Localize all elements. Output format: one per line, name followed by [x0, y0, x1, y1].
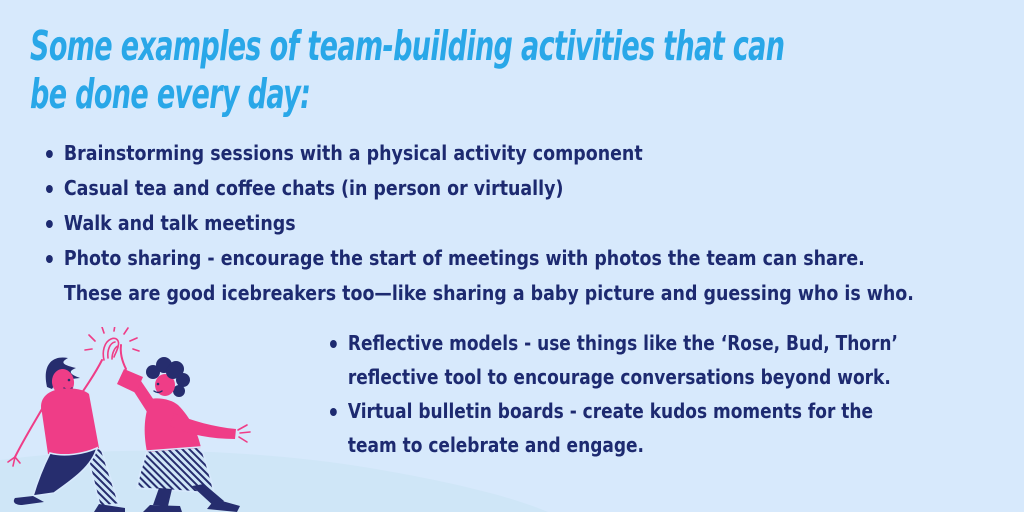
bullet-dot — [46, 150, 53, 158]
high-five-hands — [85, 327, 139, 360]
bullet-dot — [330, 340, 337, 348]
list-item-text: Virtual bulletin boards - create kudos moments for the — [347, 399, 874, 423]
woman-eye — [157, 383, 160, 386]
list-item — [46, 206, 914, 241]
bullet-dot — [330, 408, 337, 416]
high-five-illustration — [0, 327, 270, 512]
woman-wrist-line — [121, 345, 126, 369]
list-item-text: Photo sharing - encourage the start of meetings with photos the team can share. — [63, 246, 865, 270]
man-front-leg — [33, 448, 97, 496]
activities-list-secondary — [330, 326, 898, 462]
man-front-shoe — [14, 496, 44, 505]
bullet-dot — [46, 185, 53, 193]
list-item-text: Walk and talk meetings — [63, 211, 296, 235]
bullet-dot — [46, 220, 53, 228]
list-item-text: team to celebrate and engage. — [347, 433, 644, 457]
man-eye — [68, 379, 71, 382]
man-left-hand — [8, 457, 20, 466]
woman-front-leg — [153, 488, 172, 506]
woman-hair-fringe — [166, 365, 180, 379]
page-title — [30, 22, 954, 118]
activities-list-primary — [46, 136, 914, 311]
man-shirt — [41, 388, 99, 456]
bullet-dot — [46, 255, 53, 263]
list-item — [330, 394, 898, 462]
list-item-text: reflective tool to encourage conversations beyond work. — [347, 365, 891, 389]
list-item — [46, 241, 914, 311]
list-item — [46, 171, 914, 206]
clasped-hands-outline — [103, 338, 118, 360]
list-item — [46, 136, 914, 171]
title-line-1: Some examples of team-building activities that can — [30, 22, 785, 70]
list-item — [330, 326, 898, 394]
man-left-arm-line — [15, 409, 42, 457]
man-figure — [8, 357, 125, 512]
list-item-text: Reflective models - use things like the ‘Rose, Bud, Thorn’ — [347, 331, 898, 355]
list-item-text: Casual tea and coffee chats (in person or virtually) — [63, 176, 564, 200]
woman-figure — [117, 345, 250, 512]
woman-open-hand — [238, 425, 250, 442]
list-item-text: Brainstorming sessions with a physical activity component — [63, 141, 643, 165]
list-item-text: These are good icebreakers too—like sharing a baby picture and guessing who is who. — [63, 281, 914, 305]
woman-front-shoe — [143, 505, 182, 512]
title-line-2: be done every day: — [30, 70, 311, 118]
